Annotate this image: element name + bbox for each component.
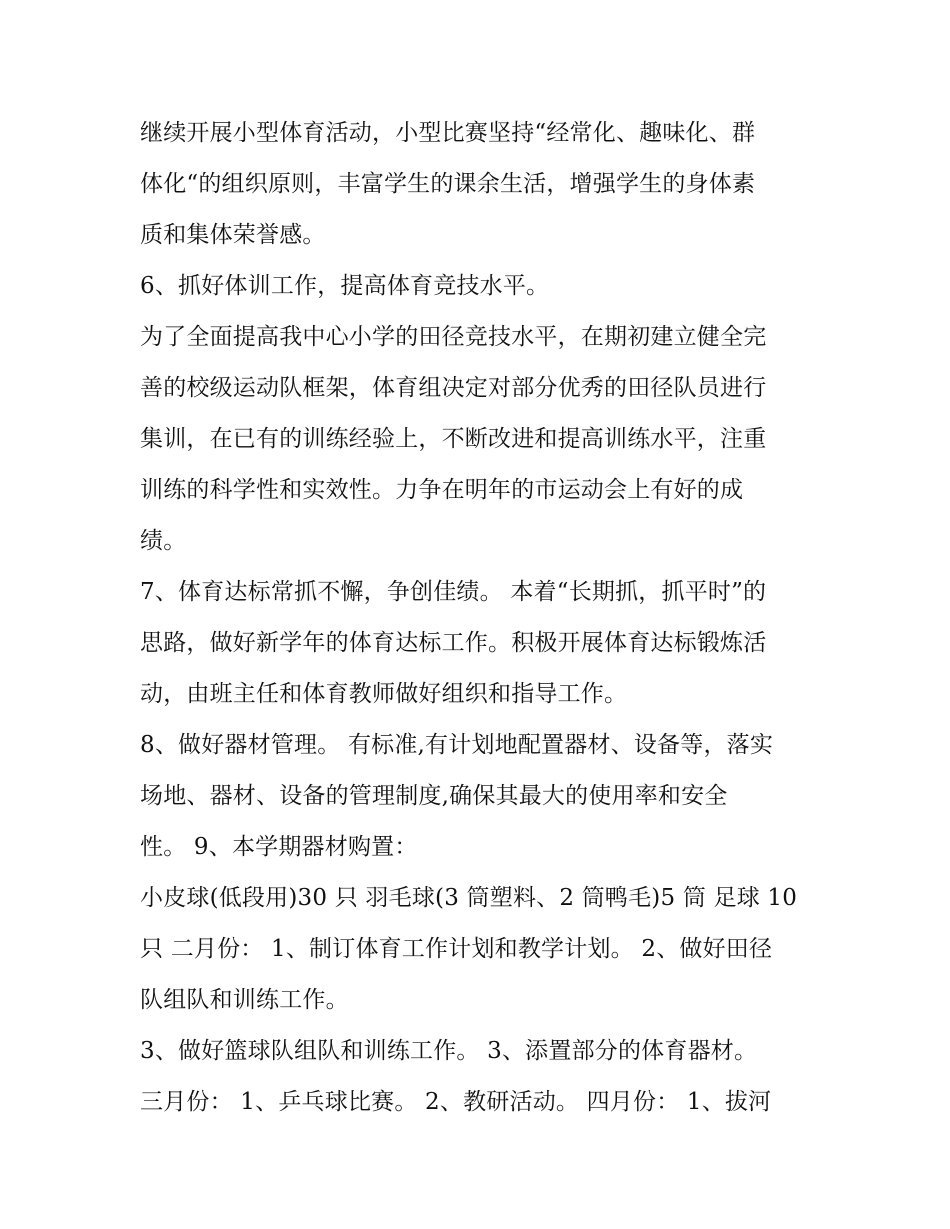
text-line: 继续开展小型体育活动，小型比赛坚持“经常化、趣味化、群 <box>140 120 756 146</box>
text-line: 队组队和训练工作。 <box>140 987 349 1013</box>
text-line: 6、抓好体训工作，提高体育竞技水平。 <box>140 273 550 299</box>
text-line: 体化“的组织原则，丰富学生的课余生活，增强学生的身体素 <box>140 171 756 197</box>
text-line: 小皮球(低段用)30 只 羽毛球(3 筒塑料、2 筒鸭毛)5 筒 足球 10 <box>140 885 798 911</box>
text-line: 7、体育达标常抓不懈，争创佳绩。 本着“长期抓，抓平时”的 <box>140 579 767 605</box>
text-line: 集训，在已有的训练经验上，不断改进和提高训练水平，注重 <box>140 426 767 452</box>
text-line: 善的校级运动队框架，体育组决定对部分优秀的田径队员进行 <box>140 375 767 401</box>
text-line: 为了全面提高我中心小学的田径竞技水平，在期初建立健全完 <box>140 324 767 350</box>
text-line: 8、做好器材管理。 有标准,有计划地配置器材、设备等，落实 <box>140 732 774 758</box>
text-line: 只 二月份： 1、制订体育工作计划和教学计划。 2、做好田径 <box>140 936 773 962</box>
text-line: 三月份： 1、乒乓球比赛。 2、教研活动。 四月份： 1、拔河 <box>140 1089 772 1115</box>
text-line: 3、做好篮球队组队和训练工作。 3、添置部分的体育器材。 <box>140 1038 758 1064</box>
text-line: 动，由班主任和体育教师做好组织和指导工作。 <box>140 681 628 707</box>
text-line: 思路，做好新学年的体育达标工作。积极开展体育达标锻炼活 <box>140 630 767 656</box>
document-body <box>140 108 820 1128</box>
text-line: 场地、器材、设备的管理制度,确保其最大的使用率和安全 <box>140 783 728 809</box>
text-line: 性。 9、本学期器材购置： <box>140 834 418 860</box>
text-line: 训练的科学性和实效性。力争在明年的市运动会上有好的成 <box>140 477 744 503</box>
text-line: 质和集体荣誉感。 <box>140 222 326 248</box>
text-line: 绩。 <box>140 528 187 554</box>
